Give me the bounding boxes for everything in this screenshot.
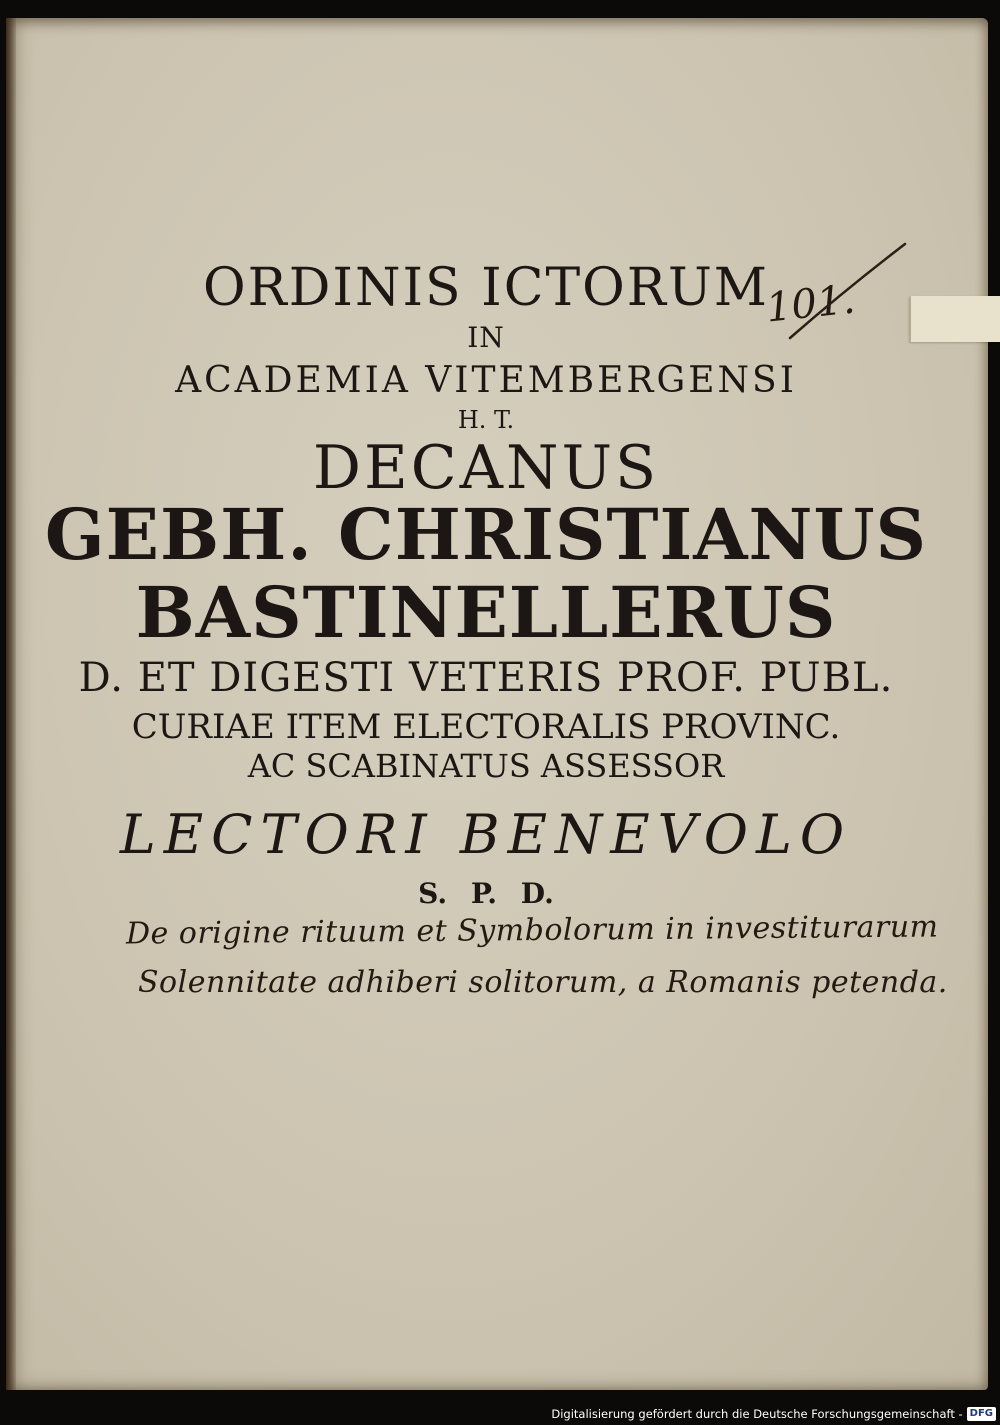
title-line-academia: ACADEMIA VITEMBERGENSI	[175, 360, 797, 401]
title-line-author-surname: BASTINELLERUS	[135, 571, 837, 654]
handwritten-note-line-2: Solennitate adhiberi solitorum, a Romanis petenda.	[138, 965, 948, 1000]
paper-bookmark-tab	[910, 296, 1000, 342]
dfg-logo-icon: DFG	[967, 1407, 996, 1421]
footer-credit-text: Digitalisierung gefördert durch die Deutsche Forschungsgemeinschaft -	[551, 1407, 963, 1421]
title-line-lectori-benevolo: LECTORI BENEVOLO	[119, 803, 853, 866]
title-line-assessor: AC SCABINATUS ASSESSOR	[247, 747, 725, 785]
title-line-curiae: CURIAE ITEM ELECTORALIS PROVINC.	[131, 707, 841, 747]
title-line-ht: H. T.	[457, 406, 515, 434]
title-line-spd: S. P. D.	[418, 877, 554, 910]
title-line-in: IN	[467, 321, 505, 354]
title-line-author-first-name: GEBH. CHRISTIANUS	[44, 493, 928, 576]
title-line-decanus: DECANUS	[312, 433, 660, 503]
handwritten-catalog-number: 101.	[763, 276, 858, 332]
handwritten-note-line-1: De origine rituum et Symbolorum in investiturarum	[125, 909, 939, 952]
footer-credit	[551, 1407, 996, 1421]
title-line-ordinis-ictorum: ORDINIS ICTORUM	[202, 258, 770, 318]
title-line-professorship: D. ET DIGESTI VETERIS PROF. PUBL.	[78, 655, 894, 701]
